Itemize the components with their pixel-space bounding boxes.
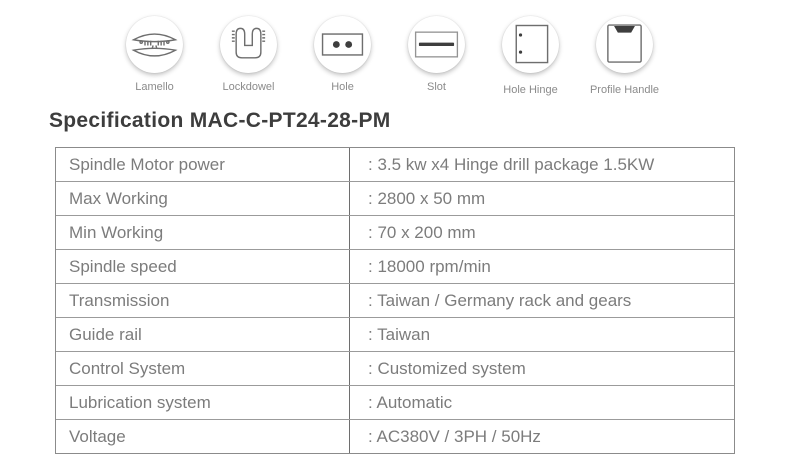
spec-label: Lubrication system xyxy=(56,386,350,419)
spec-value: : AC380V / 3PH / 50Hz xyxy=(368,426,541,446)
spec-label: Guide rail xyxy=(56,318,350,351)
spec-value: : Customized system xyxy=(368,358,526,378)
feature-item-hole xyxy=(314,16,371,96)
table-row xyxy=(56,420,734,453)
spec-label: Voltage xyxy=(56,420,350,453)
feature-label: Profile Handle xyxy=(589,84,660,96)
spec-value: : 3.5 kw x4 Hinge drill package 1.5KW xyxy=(368,154,655,174)
feature-label: Lockdowel xyxy=(222,81,275,93)
table-row xyxy=(56,182,734,216)
spec-value: : 2800 x 50 mm xyxy=(368,188,486,208)
spec-value: : Taiwan xyxy=(368,324,431,344)
specification-table xyxy=(55,147,735,454)
spec-label: Spindle Motor power xyxy=(56,148,350,181)
page-title: Specification MAC-C-PT24-28-PM xyxy=(49,109,391,132)
table-row xyxy=(56,250,734,284)
feature-label: Lamello xyxy=(135,81,174,93)
feature-item-slot xyxy=(408,16,465,96)
hole-hinge-icon xyxy=(502,16,559,73)
spec-label: Control System xyxy=(56,352,350,385)
feature-item-hole-hinge xyxy=(502,16,559,96)
lamello-icon xyxy=(126,16,183,73)
spec-label: Transmission xyxy=(56,284,350,317)
feature-label: Hole xyxy=(331,81,354,93)
spec-value: : Taiwan / Germany rack and gears xyxy=(368,290,632,310)
spec-value: : 18000 rpm/min xyxy=(368,256,491,276)
table-row xyxy=(56,148,734,182)
table-row xyxy=(56,352,734,386)
table-row xyxy=(56,386,734,420)
lockdowel-icon xyxy=(220,16,277,73)
table-row xyxy=(56,284,734,318)
profile-handle-icon xyxy=(596,16,653,73)
spec-label: Spindle speed xyxy=(56,250,350,283)
feature-label: Hole Hinge xyxy=(503,84,558,96)
slot-icon xyxy=(408,16,465,73)
feature-label: Slot xyxy=(427,81,446,93)
feature-item-lamello xyxy=(126,16,183,96)
feature-icon-row xyxy=(126,16,660,96)
table-row xyxy=(56,318,734,352)
spec-value: : 70 x 200 mm xyxy=(368,222,476,242)
hole-icon xyxy=(314,16,371,73)
spec-label: Max Working xyxy=(56,182,350,215)
feature-item-profile-handle xyxy=(589,16,660,96)
spec-value: : Automatic xyxy=(368,392,453,412)
feature-item-lockdowel xyxy=(220,16,277,96)
table-row xyxy=(56,216,734,250)
spec-label: Min Working xyxy=(56,216,350,249)
